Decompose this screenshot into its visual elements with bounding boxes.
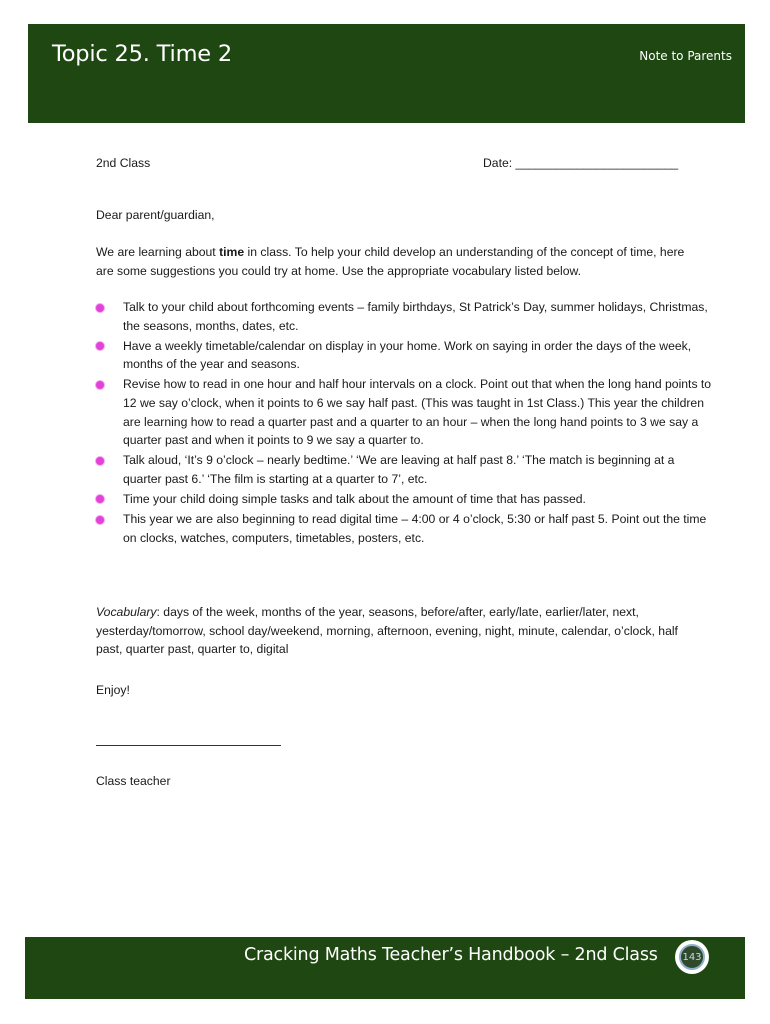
list-item-text: This year we are also beginning to read digital time – 4:00 or 4 o’clock, 5:30 or half past 5. Point out the time on clocks, watches, computers, timetables, posters, etc. bbox=[123, 512, 707, 545]
header-band bbox=[28, 24, 745, 123]
vocabulary-paragraph bbox=[96, 603, 696, 659]
list-item bbox=[96, 298, 716, 335]
intro-keyword: time bbox=[219, 245, 245, 259]
bullet-icon bbox=[96, 342, 104, 350]
intro-text-end: in class. To help your child develop an understanding of the concept of time, here are some suggestions you could try at home. Use the appropriate vocabulary listed below. bbox=[96, 245, 685, 278]
vocabulary-text: : days of the week, months of the year, seasons, before/after, early/late, earlier/later, next, yesterday/tomorrow, school day/weekend, morning, afternoon, evening, night, minute, calendar, o’clock, half past, quarter past, quarter to, digital bbox=[96, 605, 678, 657]
note-to-parents-label: Note to Parents bbox=[639, 49, 732, 63]
list-item bbox=[96, 451, 716, 488]
intro-text-start: We are learning about bbox=[96, 245, 220, 259]
closing-text: Enjoy! bbox=[96, 683, 130, 697]
list-item-text: Have a weekly timetable/calendar on display in your home. Work on saying in order the days of the week, months of the year and seasons. bbox=[123, 338, 692, 372]
salutation: Dear parent/guardian, bbox=[96, 208, 215, 222]
page-number-badge bbox=[675, 940, 709, 974]
class-label: 2nd Class bbox=[96, 156, 151, 170]
list-item-text: Talk aloud, ‘It’s 9 o’clock – nearly bedtime.’ ‘We are leaving at half past 8.’ ‘The match is beginning at a quarter past 6.’ ‘The film is starting at a quarter to 7’, etc. bbox=[123, 453, 675, 486]
footer-title: Cracking Maths Teacher’s Handbook – 2nd Class bbox=[244, 945, 658, 965]
bullet-icon bbox=[96, 516, 104, 524]
list-item bbox=[96, 375, 716, 449]
list-item-text: Time your child doing simple tasks and talk about the amount of time that has passed. bbox=[123, 491, 586, 506]
intro-paragraph bbox=[96, 243, 696, 280]
list-item bbox=[96, 510, 716, 547]
page-number: 143 bbox=[679, 944, 705, 970]
list-item-text: Revise how to read in one hour and half hour intervals on a clock. Point out that when the long hand points to 12 we say o’clock, when it points to 6 we say half past. (This was taught in 1st Class.) This year the children are learning how to read a quarter past and a quarter to an hour – when the long hand points to 3 we say a quarter past and when it points to 9 we say a quarter to. bbox=[123, 377, 712, 448]
bullet-icon bbox=[96, 304, 104, 312]
list-item-text: Talk to your child about forthcoming events – family birthdays, St Patrick’s Day, summer holidays, Christmas, the seasons, months, dates, etc. bbox=[123, 300, 708, 333]
vocabulary-label: Vocabulary bbox=[96, 605, 157, 619]
bullet-icon bbox=[96, 381, 104, 389]
list-item bbox=[96, 337, 716, 374]
signature-role: Class teacher bbox=[96, 774, 171, 788]
bullet-icon bbox=[96, 457, 104, 465]
list-item bbox=[96, 490, 716, 509]
bullet-icon bbox=[96, 495, 104, 503]
page-title: Topic 25. Time 2 bbox=[52, 41, 233, 67]
suggestion-list bbox=[96, 298, 716, 549]
date-field: Date: ________________________ bbox=[483, 156, 679, 170]
signature-line bbox=[96, 745, 281, 746]
